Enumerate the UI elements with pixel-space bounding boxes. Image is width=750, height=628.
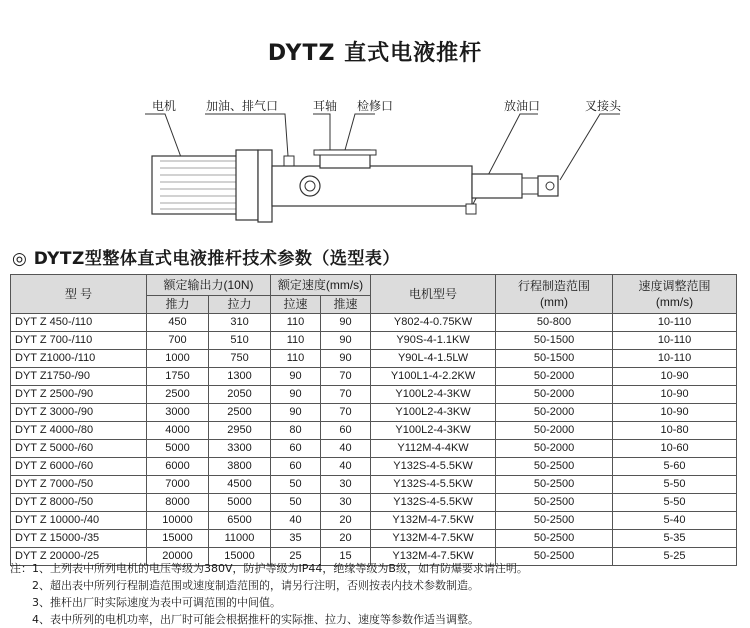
table-cell: DYT Z 8000-/50	[11, 494, 147, 512]
table-cell: 50-2000	[496, 404, 613, 422]
table-row	[11, 440, 737, 458]
table-cell: Y100L1-4-2.2KW	[371, 368, 496, 386]
table-cell: 450	[147, 314, 209, 332]
table-cell: 310	[209, 314, 271, 332]
table-cell: 50-1500	[496, 332, 613, 350]
table-cell: 2500	[209, 404, 271, 422]
table-cell: DYT Z1000-/110	[11, 350, 147, 368]
table-cell: 40	[321, 458, 371, 476]
table-cell: 700	[147, 332, 209, 350]
label-inspection: 检修口	[357, 99, 394, 113]
table-cell: 8000	[147, 494, 209, 512]
table-cell: DYT Z 5000-/60	[11, 440, 147, 458]
table-cell: DYT Z1750-/90	[11, 368, 147, 386]
table-row	[11, 314, 737, 332]
table-cell: Y132S-4-5.5KW	[371, 458, 496, 476]
table-cell: 4000	[147, 422, 209, 440]
col-force: 额定输出力(10N)	[147, 275, 271, 296]
label-drain: 放油口	[504, 99, 541, 113]
table-cell: Y132S-4-5.5KW	[371, 476, 496, 494]
col-push-speed: 推速	[321, 296, 371, 314]
table-cell: 3000	[147, 404, 209, 422]
table-cell: 7000	[147, 476, 209, 494]
table-cell: Y132M-4-7.5KW	[371, 512, 496, 530]
table-cell: DYT Z 20000-/25	[11, 548, 147, 566]
table-cell: 90	[321, 350, 371, 368]
table-row	[11, 350, 737, 368]
table-cell: 5-25	[613, 548, 737, 566]
motor-body	[152, 150, 258, 220]
table-row	[11, 512, 737, 530]
rod-end	[472, 174, 522, 198]
table-cell: 2950	[209, 422, 271, 440]
table-cell: 2050	[209, 386, 271, 404]
table-cell: 50-2500	[496, 476, 613, 494]
note-item: 4、表中所列的电机功率，出厂时可能会根据推杆的实际推、拉力、速度等参数作适当调整。	[32, 613, 479, 626]
table-cell: 15000	[209, 548, 271, 566]
spec-table-body	[11, 314, 737, 566]
table-cell: DYT Z 450-/110	[11, 314, 147, 332]
table-cell: 6500	[209, 512, 271, 530]
table-cell: 10-90	[613, 404, 737, 422]
table-cell: 50-2000	[496, 386, 613, 404]
note-item: 1、上列表中所列电机的电压等级为380V，防护等级为IP44，绝缘等级为B级，如有防爆要求请注明。	[32, 562, 528, 575]
table-cell: DYT Z 10000-/40	[11, 512, 147, 530]
table-cell: 40	[271, 512, 321, 530]
table-cell: 10-60	[613, 440, 737, 458]
table-cell: 15000	[147, 530, 209, 548]
table-cell: 110	[271, 314, 321, 332]
table-cell: 1000	[147, 350, 209, 368]
table-cell: 10-110	[613, 350, 737, 368]
actuator-diagram	[0, 88, 750, 238]
label-trunnion: 耳轴	[313, 99, 338, 113]
table-cell: DYT Z 3000-/90	[11, 404, 147, 422]
table-row	[11, 404, 737, 422]
note-item: 2、超出表中所列行程制造范围或速度制造范围的，请另行注明，否则按表内技术参数制造。	[32, 579, 479, 592]
table-cell: 80	[271, 422, 321, 440]
table-cell: Y132M-4-7.5KW	[371, 548, 496, 566]
table-cell: 50-2500	[496, 458, 613, 476]
table-cell: 50-2000	[496, 368, 613, 386]
table-cell: 90	[271, 368, 321, 386]
page-title: DYTZ 直式电液推杆	[267, 41, 483, 66]
label-clevis: 叉接头	[585, 99, 622, 113]
section-title: ◎ DYTZ型整体直式电液推杆技术参数（选型表）	[12, 249, 400, 269]
table-cell: 10-80	[613, 422, 737, 440]
table-cell: 5-60	[613, 458, 737, 476]
table-cell: Y132M-4-7.5KW	[371, 530, 496, 548]
table-cell: 510	[209, 332, 271, 350]
table-cell: 70	[321, 386, 371, 404]
table-cell: 50-2000	[496, 422, 613, 440]
table-cell: 90	[321, 314, 371, 332]
table-cell: DYT Z 6000-/60	[11, 458, 147, 476]
table-cell: DYT Z 7000-/50	[11, 476, 147, 494]
table-cell: Y112M-4-4KW	[371, 440, 496, 458]
table-cell: 30	[321, 494, 371, 512]
table-cell: 11000	[209, 530, 271, 548]
table-cell: 50	[271, 476, 321, 494]
flange	[258, 150, 272, 222]
table-row	[11, 476, 737, 494]
table-row	[11, 332, 737, 350]
col-motor: 电机型号	[371, 275, 496, 314]
table-cell: 1300	[209, 368, 271, 386]
table-cell: 50-2500	[496, 548, 613, 566]
table-cell: 30	[321, 476, 371, 494]
table-cell: 10-90	[613, 368, 737, 386]
table-cell: 50-2500	[496, 494, 613, 512]
table-row	[11, 494, 737, 512]
table-cell: Y100L2-4-3KW	[371, 386, 496, 404]
table-cell: 60	[271, 440, 321, 458]
spec-table	[10, 274, 737, 566]
table-cell: Y90S-4-1.1KW	[371, 332, 496, 350]
table-cell: 50-2000	[496, 440, 613, 458]
table-cell: 60	[321, 422, 371, 440]
table-cell: 5000	[209, 494, 271, 512]
table-cell: DYT Z 4000-/80	[11, 422, 147, 440]
table-cell: 15	[321, 548, 371, 566]
col-adjust: 速度调整范围 (mm/s)	[613, 275, 737, 314]
table-cell: 20	[321, 530, 371, 548]
table-row	[11, 368, 737, 386]
trunnion	[300, 176, 320, 196]
table-cell: 10000	[147, 512, 209, 530]
table-cell: 25	[271, 548, 321, 566]
table-cell: DYT Z 15000-/35	[11, 530, 147, 548]
table-cell: 50	[271, 494, 321, 512]
clevis	[538, 176, 558, 196]
label-motor: 电机	[152, 99, 177, 113]
table-cell: 90	[271, 386, 321, 404]
table-cell: Y100L2-4-3KW	[371, 422, 496, 440]
table-cell: 110	[271, 350, 321, 368]
col-stroke: 行程制造范围 (mm)	[496, 275, 613, 314]
table-row	[11, 530, 737, 548]
note-item: 3、推杆出厂时实际速度为表中可调范围的中间值。	[32, 596, 281, 609]
col-push: 推力	[147, 296, 209, 314]
table-row	[11, 458, 737, 476]
table-cell: 3300	[209, 440, 271, 458]
table-cell: 60	[271, 458, 321, 476]
table-cell: 50-2500	[496, 512, 613, 530]
table-row	[11, 386, 737, 404]
table-cell: 20	[321, 512, 371, 530]
drain-port	[466, 204, 476, 214]
table-cell: 40	[321, 440, 371, 458]
table-cell: 5-35	[613, 530, 737, 548]
table-cell: 6000	[147, 458, 209, 476]
table-cell: Y90L-4-1.5LW	[371, 350, 496, 368]
table-cell: 10-90	[613, 386, 737, 404]
table-cell: 50-800	[496, 314, 613, 332]
col-speed: 额定速度(mm/s)	[271, 275, 371, 296]
table-cell: 5000	[147, 440, 209, 458]
table-cell: 3800	[209, 458, 271, 476]
table-cell: 5-50	[613, 476, 737, 494]
table-cell: Y802-4-0.75KW	[371, 314, 496, 332]
fill-vent-port	[284, 156, 294, 166]
table-cell: 50-1500	[496, 350, 613, 368]
label-fill-vent: 加油、排气口	[206, 99, 279, 113]
notes-prefix: 注：	[10, 562, 32, 575]
table-cell: 35	[271, 530, 321, 548]
table-cell: 70	[321, 368, 371, 386]
col-pull: 拉力	[209, 296, 271, 314]
table-cell: 4500	[209, 476, 271, 494]
table-cell: 10-110	[613, 314, 737, 332]
notes	[10, 560, 528, 628]
table-cell: 90	[321, 332, 371, 350]
table-cell: 2500	[147, 386, 209, 404]
table-cell: 5-40	[613, 512, 737, 530]
table-cell: 20000	[147, 548, 209, 566]
col-pull-speed: 拉速	[271, 296, 321, 314]
table-cell: 90	[271, 404, 321, 422]
table-cell: 50-2500	[496, 530, 613, 548]
col-model: 型 号	[11, 275, 147, 314]
table-cell: Y100L2-4-3KW	[371, 404, 496, 422]
table-cell: 110	[271, 332, 321, 350]
table-cell: 1750	[147, 368, 209, 386]
table-cell: 10-110	[613, 332, 737, 350]
table-cell: 750	[209, 350, 271, 368]
table-cell: DYT Z 2500-/90	[11, 386, 147, 404]
table-cell: 5-50	[613, 494, 737, 512]
table-cell: DYT Z 700-/110	[11, 332, 147, 350]
table-cell: Y132S-4-5.5KW	[371, 494, 496, 512]
table-cell: 70	[321, 404, 371, 422]
table-row	[11, 422, 737, 440]
